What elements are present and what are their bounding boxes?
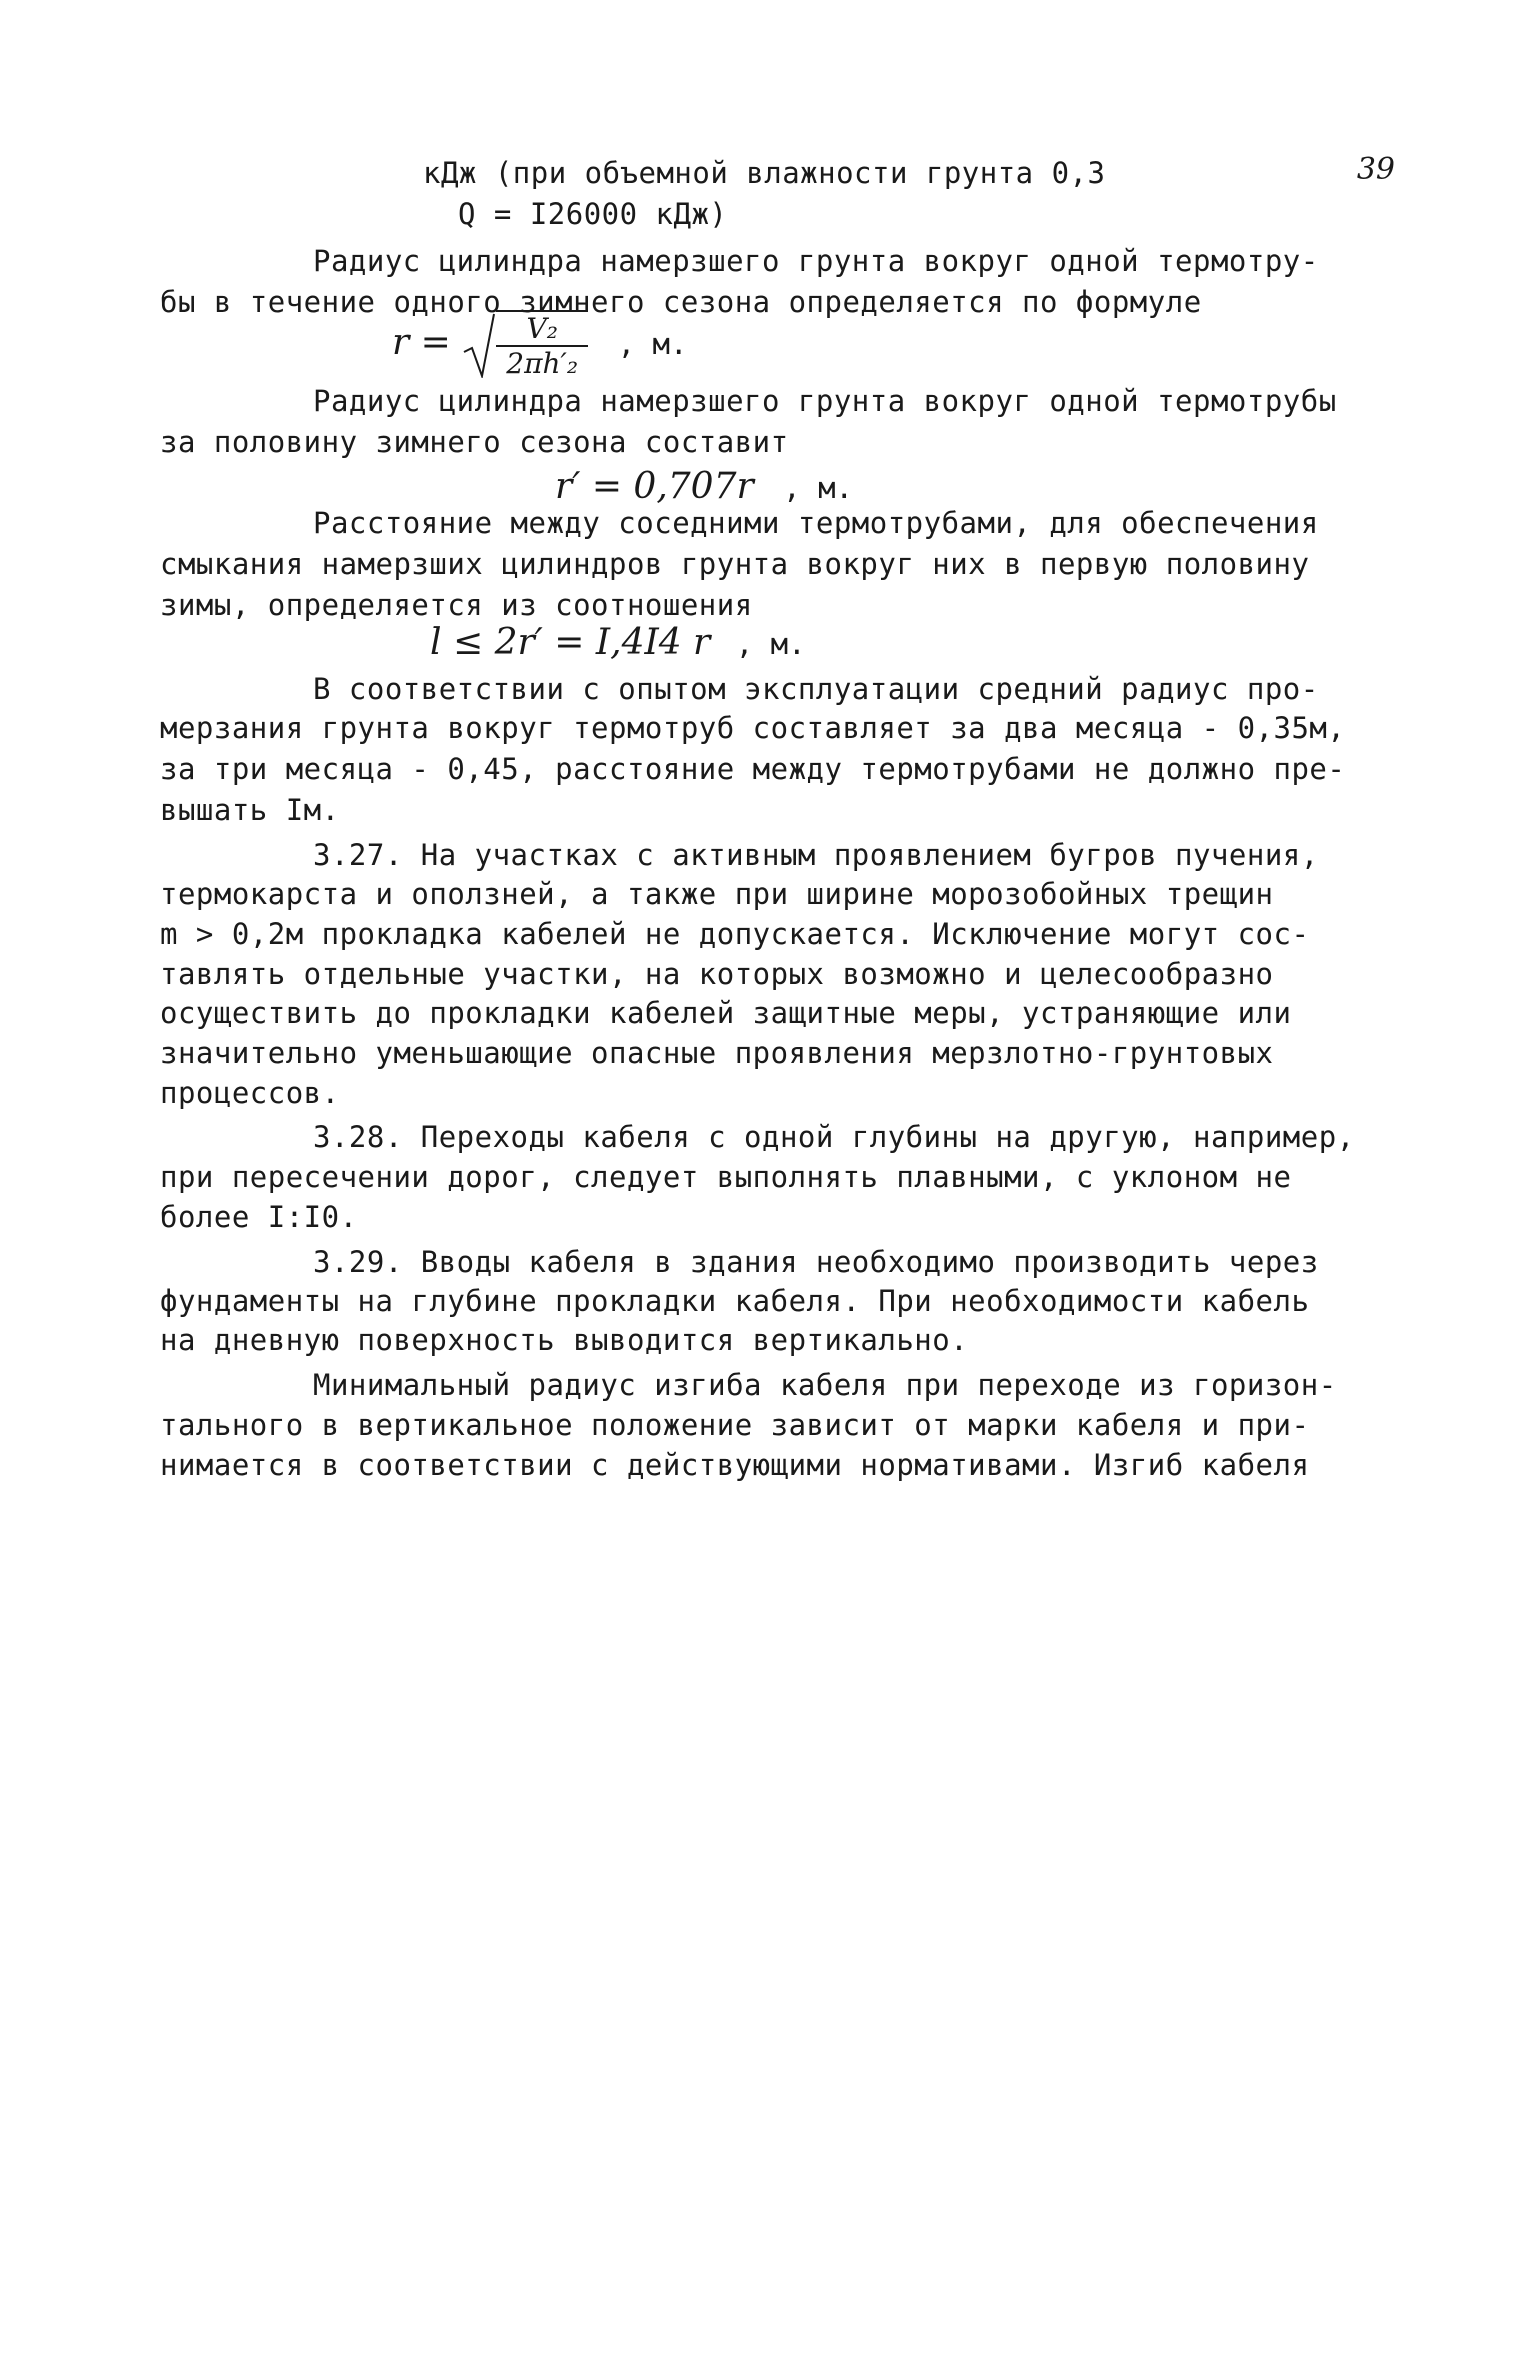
text-line: тавлять отдельные участки, на которых возможно и целесообразно — [160, 957, 1274, 991]
page-number: 39 — [1356, 152, 1395, 187]
text-line: 3.28. Переходы кабеля с одной глубины на другую, например, — [313, 1120, 1355, 1154]
fraction — [496, 310, 588, 380]
square-root — [462, 310, 588, 380]
formula-spacing — [430, 622, 806, 663]
text-line: за половину зимнего сезона составит — [160, 425, 789, 459]
text-line: тального в вертикальное положение зависит от марки кабеля и при- — [160, 1408, 1310, 1442]
text-line: на дневную поверхность выводится вертикально. — [160, 1323, 969, 1357]
text-line: осуществить до прокладки кабелей защитные меры, устраняющие или — [160, 996, 1292, 1030]
radical-sign-icon — [462, 312, 496, 378]
formula-expression: r′ = 0,707r — [555, 466, 754, 507]
formula-lhs: r = — [392, 322, 451, 363]
text-line: более I:I0. — [160, 1200, 358, 1234]
text-line: процессов. — [160, 1076, 340, 1110]
fraction-numerator: V₂ — [496, 312, 588, 347]
text-line: В соответствии с опытом эксплуатации средний радиус про- — [313, 672, 1319, 706]
text-line: зимы, определяется из соотношения — [160, 588, 753, 622]
text-line: 3.27. На участках с активным проявлением бугров пучения, — [313, 838, 1319, 872]
formula-unit: , м. — [735, 627, 806, 661]
formula-radius — [392, 310, 687, 380]
text-line: Q = I26000 кДж) — [458, 197, 728, 231]
text-line: за три месяца - 0,45, расстояние между термотрубами не должно пре- — [160, 752, 1346, 786]
text-line: нимается в соответствии с действующими нормативами. Изгиб кабеля — [160, 1448, 1310, 1482]
text-line: 3.29. Вводы кабеля в здания необходимо производить через — [313, 1245, 1319, 1279]
text-line: Радиус цилиндра намерзшего грунта вокруг одной термотрубы — [313, 384, 1337, 418]
text-line: Радиус цилиндра намерзшего грунта вокруг одной термотру- — [313, 244, 1319, 278]
text-line: мерзания грунта вокруг термотруб составляет за два месяца - 0,35м, — [160, 711, 1346, 745]
text-line: фундаменты на глубине прокладки кабеля. При необходимости кабель — [160, 1284, 1310, 1318]
text-line: вышать Iм. — [160, 793, 340, 827]
text-line: кДж (при объемной влажности грунта 0,3 — [423, 156, 1106, 190]
fraction-denominator: 2πh′₂ — [506, 347, 579, 380]
formula-unit: , м. — [617, 327, 688, 361]
text-line: значительно уменьшающие опасные проявления мерзлотно-грунтовых — [160, 1036, 1274, 1070]
text-line: Минимальный радиус изгиба кабеля при переходе из горизон- — [313, 1368, 1337, 1402]
formula-expression: l ≤ 2r′ = I,4I4 r — [430, 622, 711, 663]
text-line: при пересечении дорог, следует выполнять плавными, с уклоном не — [160, 1160, 1292, 1194]
text-line: термокарста и оползней, а также при ширине морозобойных трещин — [160, 877, 1274, 911]
text-line: смыкания намерзших цилиндров грунта вокруг них в первую половину — [160, 547, 1310, 581]
formula-half-radius — [555, 466, 853, 507]
formula-unit: , м. — [783, 471, 853, 505]
text-line: m > 0,2м прокладка кабелей не допускается. Исключение могут сос- — [160, 917, 1310, 951]
text-line: бы в течение одного зимнего сезона определяется по формуле — [160, 285, 1202, 319]
text-line: Расстояние между соседними термотрубами, для обеспечения — [313, 506, 1319, 540]
